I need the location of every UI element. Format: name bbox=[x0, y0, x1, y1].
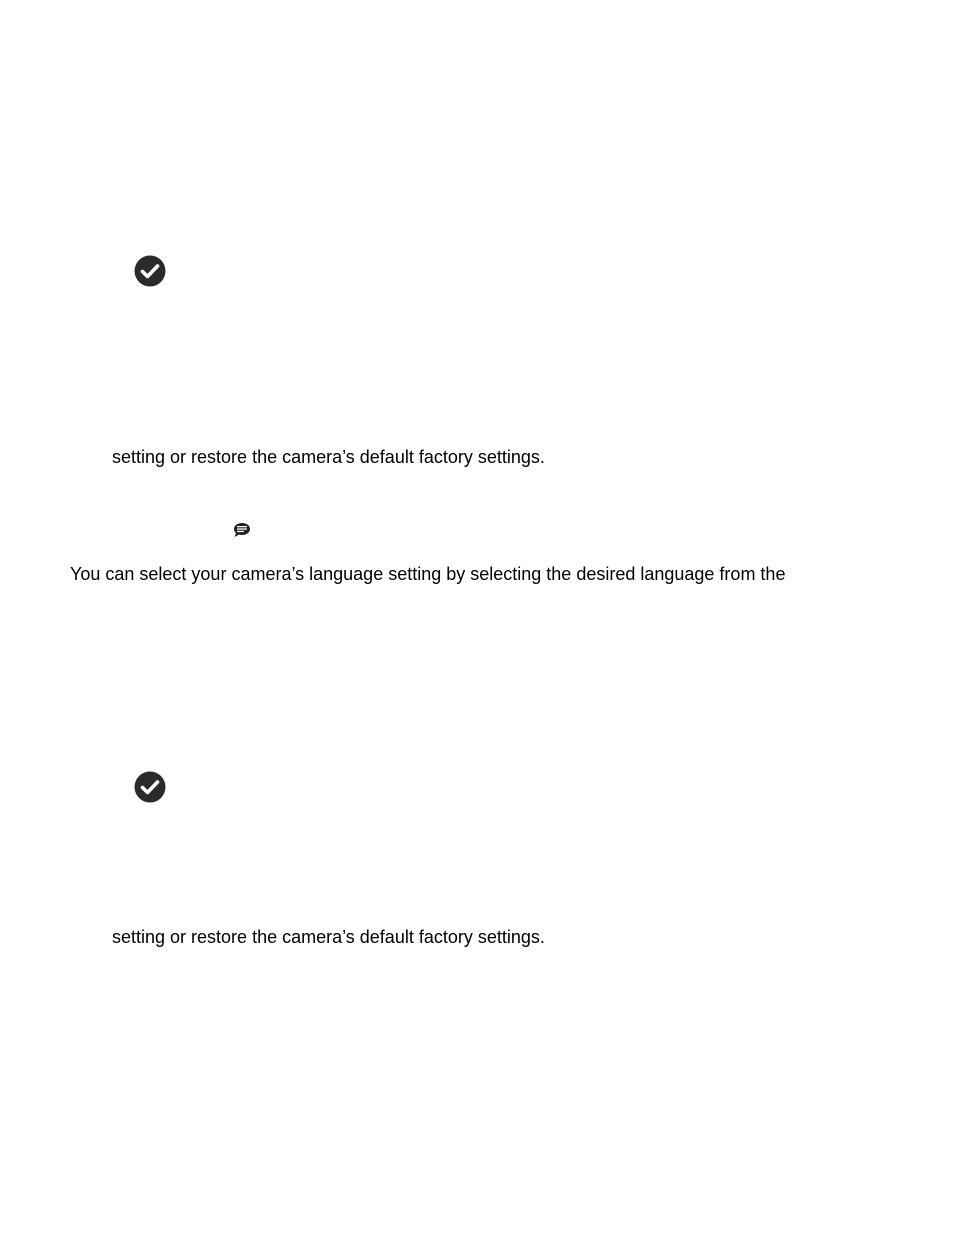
section1-closing-text: setting or restore the camera’s default factory settings. bbox=[112, 447, 545, 467]
section2-closing-text: setting or restore the camera’s default factory settings. bbox=[112, 927, 545, 947]
checkmark-circle-icon bbox=[134, 771, 166, 803]
language-intro-text: You can select your camera’s language setting by selecting the desired language from the bbox=[70, 564, 786, 584]
language-speech-bubble-icon bbox=[233, 522, 251, 538]
checkmark-circle-icon bbox=[134, 255, 166, 287]
